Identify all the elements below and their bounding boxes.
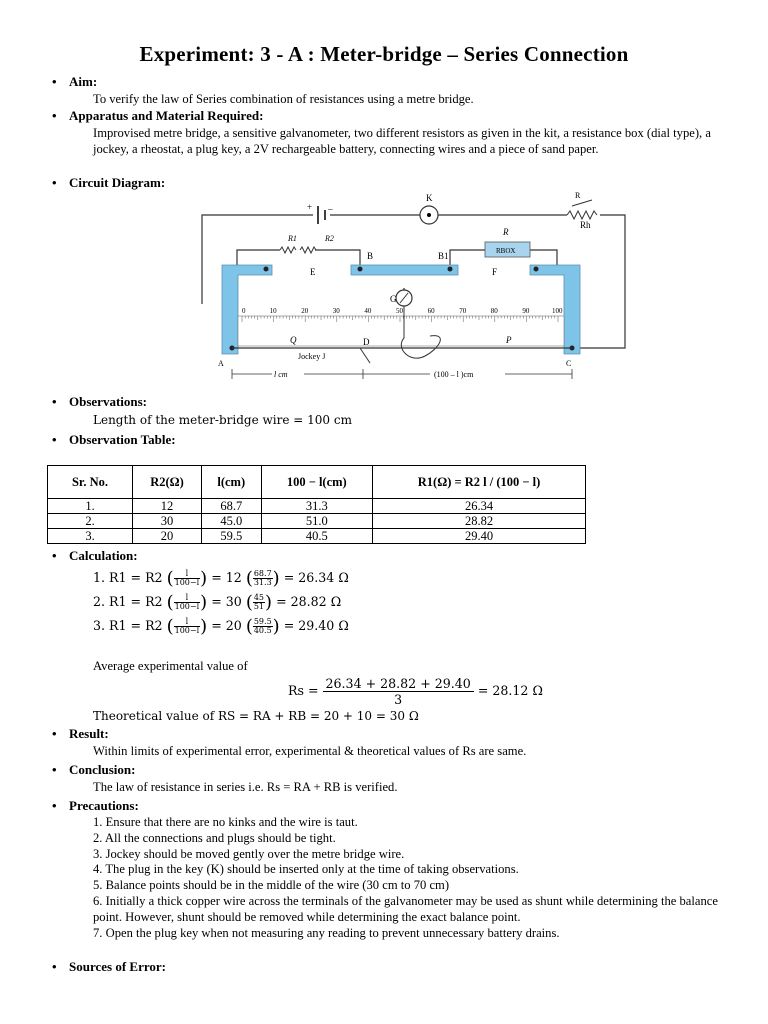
- a-label: A: [218, 359, 224, 368]
- e-label: E: [310, 267, 316, 277]
- cell: 26.34: [373, 499, 586, 514]
- d-label: D: [363, 337, 370, 347]
- cell: 28.82: [373, 514, 586, 529]
- cell: 12: [133, 499, 202, 514]
- rbox-label: RBOX: [496, 247, 516, 255]
- calc-line-1: 1. R1 = R2 ( $\frac{l}{100-l}$ ) = 12 ( $\frac{68.7}{31.3}$ ) = 26.34 Ω: [93, 568, 349, 589]
- cell: 2.: [48, 514, 133, 529]
- theoretical-value: Theoretical value of RS = RA + RB = 20 + 10 = 30 Ω: [93, 709, 419, 723]
- table-header-row: [48, 466, 586, 499]
- c-label: C: [566, 359, 572, 368]
- circuit-heading: • Circuit Diagram:: [52, 175, 166, 190]
- aim-heading: • Aim:: [52, 74, 98, 89]
- list-item: 2. All the connections and plugs should be tight.: [93, 830, 336, 845]
- avg-label: Average experimental value of: [93, 659, 248, 673]
- sources-heading: • Sources of Error:: [52, 959, 166, 974]
- list-item: 7. Open the plug key when not measuring any reading to prevent unnecessary battery drains.: [93, 925, 560, 940]
- cell: 68.7: [202, 499, 262, 514]
- scale-label: 20: [301, 307, 309, 315]
- cell: 30: [133, 514, 202, 529]
- battery-plus-label: +: [307, 202, 313, 212]
- result-text: Within limits of experimental error, experimental & theoretical values of Rs are same.: [93, 744, 527, 758]
- list-item: 5. Balance points should be in the middle of the wire (30 cm to 70 cm): [93, 878, 450, 893]
- col-100-l: 100 − l(cm): [261, 466, 373, 499]
- observations-heading: • Observations:: [52, 394, 147, 409]
- calculation-block: [93, 566, 349, 638]
- scale-label: 60: [427, 307, 435, 315]
- cell: 3.: [48, 529, 133, 544]
- scale-label: 80: [490, 307, 498, 315]
- table-row: [48, 499, 586, 514]
- col-r2: R2(Ω): [133, 466, 202, 499]
- list-item: 4. The plug in the key (K) should be inserted only at the time of taking observations.: [93, 862, 519, 877]
- scale-label: 70: [459, 307, 467, 315]
- precautions-list: [93, 815, 723, 941]
- cell: 40.5: [261, 529, 373, 544]
- jockey-label: Jockey J: [298, 352, 326, 361]
- cell: 45.0: [202, 514, 262, 529]
- result-heading: • Result:: [52, 726, 109, 741]
- page-title: Experiment: 3 - A : Meter-bridge – Series Connection: [139, 42, 629, 66]
- table-heading: • Observation Table:: [52, 432, 176, 447]
- aim-text: To verify the law of Series combination of resistances using a metre bridge.: [93, 92, 474, 106]
- circuit-diagram: [180, 188, 640, 393]
- battery-minus-label: –: [328, 204, 333, 214]
- r1-label: R1: [288, 234, 297, 243]
- rest-length-label: (100 – l )cm: [434, 370, 474, 379]
- calc-line-3: 3. R1 = R2 ( $\frac{l}{100-l}$ ) = 20 ( $\frac{59.5}{40.5}$ ) = 29.40 Ω: [93, 616, 349, 637]
- list-item: 6. Initially a thick copper wire across the terminals of the galvanometer may be used as shunt while determining the balance point. However, shunt should be removed while determining the exact balance point.: [93, 893, 718, 924]
- calc-line-2: 2. R1 = R2 ( $\frac{l}{100-l}$ ) = 30 ( $\frac{45}{51}$ ) = 28.82 Ω: [93, 592, 342, 613]
- calculation-heading: • Calculation:: [52, 548, 138, 563]
- list-item: 1. Ensure that there are no kinks and the wire is taut.: [93, 815, 358, 829]
- observations-text: Length of the meter-bridge wire = 100 cm: [93, 413, 352, 427]
- precautions-heading: • Precautions:: [52, 798, 139, 813]
- scale-label: 40: [364, 307, 372, 315]
- scale-label: 10: [269, 307, 277, 315]
- cell: 1.: [48, 499, 133, 514]
- apparatus-text: Improvised metre bridge, a sensitive galvanometer, two different resistors as given in the kit, a resistance box (dial type), a jockey, a rheostat, a plug key, a 2V rechargeable battery, connecting wires and a piece of sand paper.: [93, 126, 711, 156]
- avg-formula: Rs = $\frac{26.34 + 28.82 + 29.40}{3}$ = 28.12 Ω: [288, 676, 543, 707]
- resistor-r2-icon: [300, 247, 316, 253]
- cell: 31.3: [261, 499, 373, 514]
- b-label: B: [367, 251, 374, 261]
- cell: 59.5: [202, 529, 262, 544]
- apparatus-heading: • Apparatus and Material Required:: [52, 108, 264, 123]
- meter-scale: [238, 316, 564, 346]
- f-label: F: [492, 267, 498, 277]
- jockey-icon: [360, 348, 370, 363]
- scale-label: 0: [242, 307, 246, 315]
- col-r1: R1(Ω) = R2 l / (100 − l): [373, 466, 586, 499]
- r-label: R: [503, 227, 509, 237]
- col-l: l(cm): [202, 466, 262, 499]
- g-label: G: [390, 294, 397, 304]
- scale-label: 30: [332, 307, 340, 315]
- scale-label: 90: [522, 307, 530, 315]
- cell: 20: [133, 529, 202, 544]
- table-row: [48, 514, 586, 529]
- r2-label: R2: [325, 234, 334, 243]
- col-sr-no: Sr. No.: [48, 466, 133, 499]
- cell: 51.0: [261, 514, 373, 529]
- list-item: 3. Jockey should be moved gently over the metre bridge wire.: [93, 846, 405, 861]
- cell: 29.40: [373, 529, 586, 544]
- rheostat-icon: [567, 211, 597, 219]
- battery-icon: [318, 206, 325, 224]
- resistor-r1-icon: [280, 247, 296, 253]
- conclusion-text: The law of resistance in series i.e. Rs = RA + RB is verified.: [93, 780, 398, 794]
- q-label: Q: [290, 335, 297, 345]
- scale-label: 50: [396, 307, 403, 315]
- scale-label: 100: [552, 307, 563, 315]
- p-label: P: [506, 335, 512, 345]
- rheostat-label: Rh: [580, 220, 591, 230]
- conclusion-heading: • Conclusion:: [52, 762, 136, 777]
- rheostat-r-label: R: [575, 191, 581, 200]
- observation-table: [47, 465, 586, 544]
- key-label: K: [426, 193, 433, 203]
- lcm-label: l cm: [274, 370, 288, 379]
- table-row: [48, 529, 586, 544]
- b1-label: B1: [438, 251, 449, 261]
